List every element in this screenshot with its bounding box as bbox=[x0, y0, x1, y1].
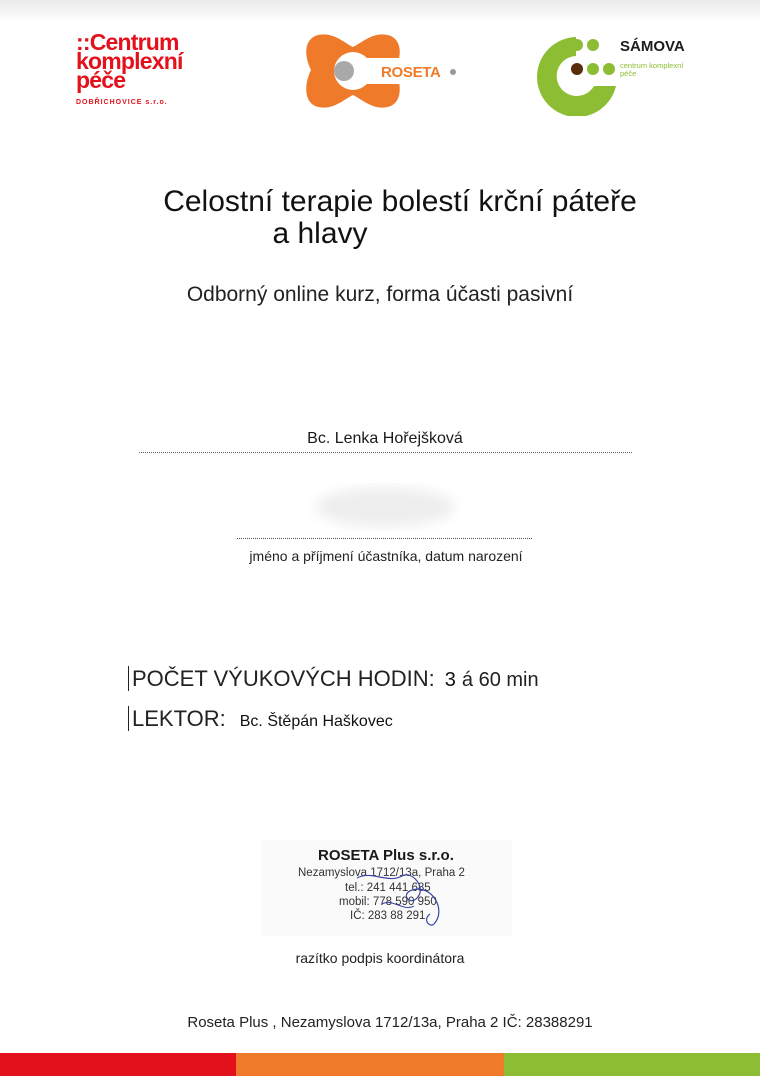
lector-value: Bc. Štěpán Haškovec bbox=[239, 713, 393, 730]
footer-strip-orange bbox=[236, 1053, 504, 1076]
hours-bar bbox=[128, 666, 129, 691]
roseta-logo bbox=[303, 30, 463, 112]
signature-icon bbox=[262, 840, 512, 936]
ckp-logo-line3: péče bbox=[76, 67, 126, 93]
hours-value: 3 bbox=[444, 669, 456, 691]
course-subtitle: Odborný online kurz, forma účasti pasivní bbox=[186, 283, 574, 306]
footer-strip-green bbox=[504, 1053, 760, 1076]
lector-bar bbox=[128, 706, 129, 731]
hours-row bbox=[128, 666, 539, 692]
blurred-birthdate-area bbox=[300, 477, 475, 537]
lector-label: LEKTOR: bbox=[132, 706, 226, 731]
company-stamp bbox=[262, 840, 512, 936]
samova-logo-sub: centrum komplexní péče bbox=[620, 61, 684, 78]
samova-logo bbox=[532, 34, 712, 116]
samova-mark-icon bbox=[532, 34, 622, 116]
ckp-logo-line2: komplexní bbox=[76, 48, 183, 74]
footer-address: Roseta Plus , Nezamyslova 1712/13a, Praha 2 IČ: 28388291 bbox=[187, 1014, 593, 1031]
centrum-komplexni-pece-logo bbox=[76, 29, 206, 118]
stamp-ic: IČ: 283 88 291 bbox=[350, 910, 426, 922]
birthdate-dotted-line bbox=[237, 538, 532, 539]
roseta-dot-icon bbox=[450, 69, 456, 75]
ckp-logo-line1: ::Centrum bbox=[76, 29, 179, 55]
title-line-2: a hlavy bbox=[272, 217, 368, 250]
certificate-title bbox=[100, 186, 700, 250]
stamp-company: ROSETA Plus s.r.o. bbox=[318, 847, 454, 864]
hours-label: POČET VÝUKOVÝCH HODIN: bbox=[132, 666, 435, 691]
name-dotted-line bbox=[139, 452, 632, 453]
stamp-mobile: mobil: 778 590 950 bbox=[339, 896, 437, 908]
stamp-address: Nezamyslova 1712/13a, Praha 2 bbox=[298, 867, 465, 879]
participant-caption: jméno a příjmení účastníka, datum narození bbox=[249, 548, 523, 564]
ckp-logo-sub: DOBŘICHOVICE s.r.o. bbox=[76, 99, 168, 106]
participant-name: Bc. Lenka Hořejšková bbox=[307, 430, 463, 447]
top-shade bbox=[0, 0, 760, 22]
lector-row bbox=[128, 706, 393, 732]
samova-logo-text: SÁMOVA bbox=[620, 38, 685, 55]
footer-strip-red bbox=[0, 1053, 236, 1076]
stamp-caption: razítko podpis koordinátora bbox=[295, 950, 465, 966]
hours-unit: á 60 min bbox=[461, 669, 539, 691]
stamp-tel: tel.: 241 441 685 bbox=[345, 882, 431, 894]
roseta-logo-text: ROSETA bbox=[381, 64, 441, 81]
title-line-1: Celostní terapie bolestí krční páteře bbox=[163, 185, 637, 218]
